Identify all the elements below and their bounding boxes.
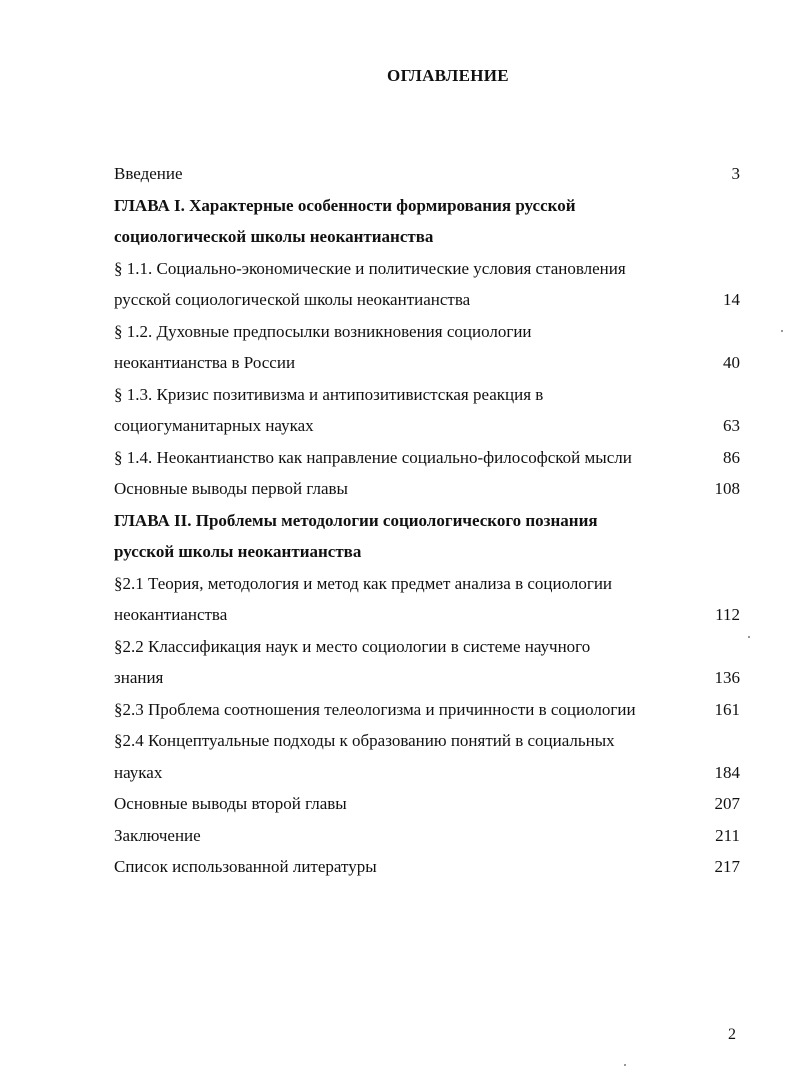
toc-entry-text: науках [114,762,163,782]
toc-entry-line [114,284,740,316]
toc-entry-line [114,694,740,726]
toc-entry-text: §2.1 Теория, методология и метод как предмет анализа в социологии [114,573,613,593]
toc-entry-text: §2.3 Проблема соотношения телеологизма и причинности в социологии [114,699,636,719]
toc-page-number: 217 [714,857,740,876]
toc-chapter-line [114,221,740,253]
toc-entry-line [114,442,740,474]
toc-entry-text: § 1.2. Духовные предпосылки возникновения социологии [114,321,532,341]
toc-page-number: 184 [714,762,740,782]
toc-chapter-line [114,536,740,568]
toc-entry-text: Введение [114,164,183,183]
toc-entry-text: ГЛАВА I. Характерные особенности формирования русской [114,195,576,215]
toc-entry-line [114,788,740,820]
toc-entry-line [114,851,740,883]
toc-page-number: 161 [714,699,740,719]
toc-page-number: 14 [723,290,740,309]
toc-entry-line [114,820,740,852]
toc-entry-line [114,347,740,379]
toc-entry-text: социогуманитарных науках [114,416,314,435]
toc-entry-text: неокантианства [114,605,228,624]
toc-entry-text: § 1.4. Неокантианство как направление социально-философской мысли [114,447,632,467]
toc-entry-line [114,410,740,442]
toc-chapter-line [114,505,740,537]
toc-entry-text: § 1.3. Кризис позитивизма и антипозитивистская реакция в [114,384,544,404]
toc-entry-text: русской школы неокантианства [114,542,362,561]
toc-entry-text: § 1.1. Социально-экономические и политические условия становления [114,258,626,278]
toc-page-number: 63 [723,416,740,435]
toc-entry-line [114,631,740,663]
toc-entry-line [114,725,740,757]
toc-page-number: 211 [715,825,740,845]
toc-entry-text: русской социологической школы неокантианства [114,290,471,309]
toc-entry-line [114,757,740,789]
page-title: ОГЛАВЛЕНИЕ [387,66,509,85]
toc-entry-line [114,662,740,694]
toc-page-number: 136 [714,668,740,687]
toc-entry-line [114,568,740,600]
toc-entry-line [114,379,740,411]
toc-entry-text: Основные выводы второй главы [114,794,347,813]
scan-speck [624,1064,626,1066]
toc-entry-line [114,253,740,285]
toc-entry-line [114,473,740,505]
toc-page-number: 40 [723,353,740,372]
scan-speck [748,636,750,638]
toc-entry-text: Список использованной литературы [114,857,377,876]
toc-entry-text: неокантианства в России [114,353,296,372]
scan-speck [781,330,783,332]
toc-entry-text: ГЛАВА II. Проблемы методологии социологического познания [114,510,598,530]
toc-entry-text: знания [114,668,164,687]
toc-page-number: 112 [715,605,740,624]
toc-entry-text: §2.4 Концептуальные подходы к образованию понятий в социальных [114,731,615,750]
table-of-contents [114,158,740,883]
page-number: 2 [728,1026,736,1043]
toc-entry-text: Заключение [114,825,201,845]
toc-page-number: 86 [723,447,740,467]
toc-entry-line [114,316,740,348]
toc-entry-line [114,599,740,631]
toc-entry-text: §2.2 Классификация наук и место социологии в системе научного [114,636,591,656]
toc-page-number: 108 [714,479,740,498]
toc-page-number: 3 [731,164,740,183]
toc-entry-text: социологической школы неокантианства [114,227,434,246]
toc-entry-line [114,158,740,190]
toc-entry-text: Основные выводы первой главы [114,479,348,498]
toc-page-number: 207 [714,794,740,813]
toc-chapter-line [114,190,740,222]
